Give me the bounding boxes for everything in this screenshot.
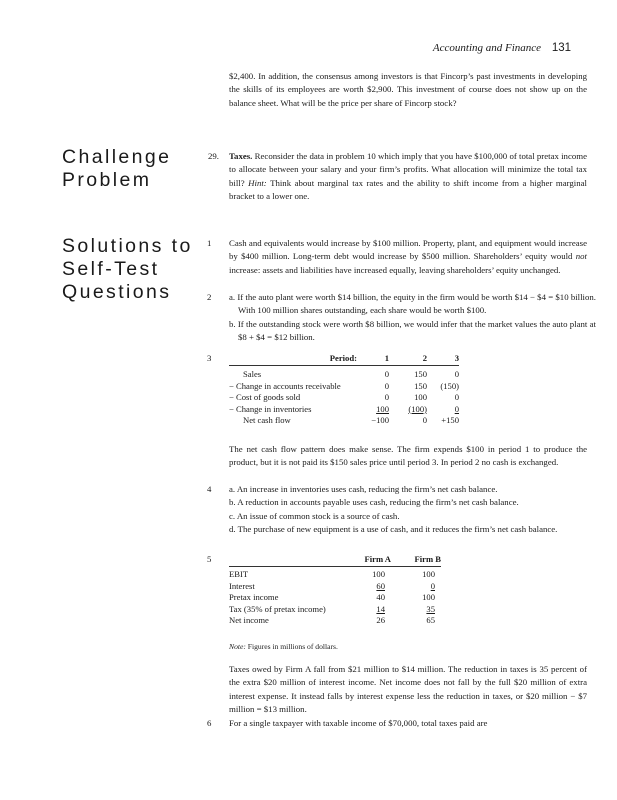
- firm-b-header: Firm B: [391, 553, 441, 567]
- row-label: − Cost of goods sold: [229, 392, 301, 403]
- hint-label: Hint:: [248, 177, 267, 188]
- table-cell: 0: [430, 580, 435, 591]
- table-row: [229, 592, 441, 604]
- period-label: Period:: [229, 352, 357, 366]
- table-row: [229, 392, 459, 404]
- solution-5-text: Taxes owed by Firm A fall from $21 million to $14 million. The reduction in taxes is 35 percent of the extra $20 million of interest income. Net income does not fall by the full $20 million of extra interest expense. It instead falls by interest expense less the reduction in taxes, or $20 million − $7 million = $13 million.: [229, 664, 587, 715]
- table-header-row: [229, 352, 459, 366]
- table-cell: 0: [454, 369, 459, 379]
- solution-4a: a. An increase in inventories uses cash, reducing the firm’s net cash balance.: [229, 484, 498, 494]
- solutions-heading: Solutions to Self-Test Questions: [62, 235, 193, 303]
- blank-header: [229, 553, 341, 567]
- table-cell: 40: [376, 592, 385, 603]
- section-title: Accounting and Finance: [432, 42, 542, 54]
- table-cell: 0: [454, 403, 459, 414]
- table-cell: 150: [414, 380, 427, 391]
- table-cell: 60: [376, 580, 385, 591]
- solution-5-number: 5: [207, 554, 212, 564]
- intro-paragraph: $2,400. In addition, the consensus among investors is that Fincorp’s past investments in developing the skills of its employees are worth $2,900. This investment of course does not show up on the balance sheet. What will be the price per share of Fincorp stock?: [229, 71, 587, 108]
- solution-4d: d. The purchase of new equipment is a use of cash, and it reduces the firm’s net cash balance.: [229, 524, 558, 534]
- table-header-row: [229, 553, 441, 567]
- solution-4-number: 4: [207, 484, 212, 494]
- challenge-problem: [229, 150, 587, 204]
- solution-1-text-b: increase: assets and liabilities have increased equally, leaving shareholders’ equity unchanged.: [229, 264, 561, 275]
- note-label: Note:: [229, 642, 246, 651]
- table-cell: 150: [414, 369, 427, 379]
- solution-4c: c. An issue of common stock is a source of cash.: [229, 511, 400, 521]
- table-row: [229, 569, 441, 581]
- challenge-heading: Challenge Problem: [62, 146, 172, 191]
- table-row: [229, 604, 441, 616]
- table-row: [229, 369, 459, 381]
- solution-3-number: 3: [207, 353, 212, 363]
- problem-number: 29.: [208, 151, 219, 161]
- page-number: 131: [551, 42, 571, 54]
- row-label: Tax (35% of pretax income): [229, 603, 326, 614]
- problem-text: Reconsider the data in problem 10 which imply that you have $100,000 of total pretax income to allocate between your salary and your firm’s profits. What allocation will minimize the total tax bill?: [229, 151, 587, 188]
- firm-comparison-table: [229, 553, 441, 627]
- table-cell: 0: [454, 392, 459, 403]
- row-label: − Change in accounts receivable: [229, 380, 341, 391]
- table-row: [229, 381, 459, 393]
- solution-2-number: 2: [207, 292, 212, 302]
- row-label: − Change in inventories: [229, 403, 312, 414]
- row-label: Interest: [229, 580, 255, 591]
- table-cell: 100: [422, 569, 435, 579]
- note-text: Figures in millions of dollars.: [247, 642, 338, 651]
- table-cell: 65: [426, 615, 435, 626]
- table-cell: 100: [414, 392, 427, 403]
- table-row: [229, 615, 441, 627]
- table-row: [229, 415, 459, 427]
- solution-3-text: The net cash flow pattern does make sense. The firm expends $100 in period 1 to produce the product, but it is not paid its $150 sales price until period 3. In period 2 no cash is exchanged.: [229, 444, 587, 468]
- table-cell: 0: [384, 380, 389, 391]
- table-cell: (150): [440, 380, 459, 391]
- table-row: [229, 404, 459, 416]
- cash-flow-table: [229, 352, 459, 427]
- problem-title: Taxes.: [229, 151, 253, 161]
- solution-2a: a. If the auto plant were worth $14 billion, the equity in the firm would be worth $14 − $4 = $10 billion. With 100 million shares outstanding, each share would be worth $100.: [229, 292, 596, 316]
- table-cell: 100: [422, 592, 435, 603]
- table-cell: −100: [371, 415, 389, 426]
- firm-a-header: Firm A: [341, 553, 391, 567]
- period-3-header: 3: [427, 352, 459, 366]
- solution-2b: b. If the outstanding stock were worth $8 billion, we would infer that the market values the auto plant at $8 + $4 = $12 billion.: [229, 319, 596, 343]
- row-label: Sales: [243, 369, 262, 379]
- table-cell: (100): [408, 403, 427, 414]
- solution-1-text-a: Cash and equivalents would increase by $100 million. Property, plant, and equipment would increase by $400 million. Long-term debt would increase by $500 million. Shareholders’ equity would: [229, 238, 587, 262]
- hint-text: Think about marginal tax rates and the ability to shift income from a higher marginal bracket to a lower one.: [229, 177, 587, 202]
- table-cell: 35: [426, 603, 435, 614]
- table-cell: 0: [384, 369, 389, 379]
- table-cell: +150: [441, 415, 459, 426]
- table-cell: 14: [376, 603, 385, 614]
- table-row: [229, 581, 441, 593]
- running-header: [433, 42, 571, 54]
- table-note: [229, 642, 338, 651]
- row-label: Net cash flow: [243, 415, 291, 426]
- table-cell: 26: [376, 615, 385, 626]
- table-cell: 0: [384, 392, 389, 403]
- solution-1-number: 1: [207, 238, 212, 248]
- solution-1-emphasis: not: [575, 251, 587, 262]
- period-2-header: 2: [389, 352, 427, 366]
- row-label: Pretax income: [229, 592, 279, 603]
- solution-6-text: For a single taxpayer with taxable income of $70,000, total taxes paid are: [229, 718, 488, 728]
- period-1-header: 1: [357, 352, 389, 366]
- table-cell: 0: [422, 415, 427, 426]
- solution-4b: b. A reduction in accounts payable uses cash, reducing the firm’s net cash balance.: [229, 497, 519, 507]
- table-cell: 100: [376, 403, 389, 414]
- solution-6-number: 6: [207, 718, 212, 728]
- row-label: Net income: [229, 615, 269, 626]
- table-cell: 100: [372, 569, 385, 579]
- solution-1: [229, 237, 587, 277]
- row-label: EBIT: [229, 569, 249, 579]
